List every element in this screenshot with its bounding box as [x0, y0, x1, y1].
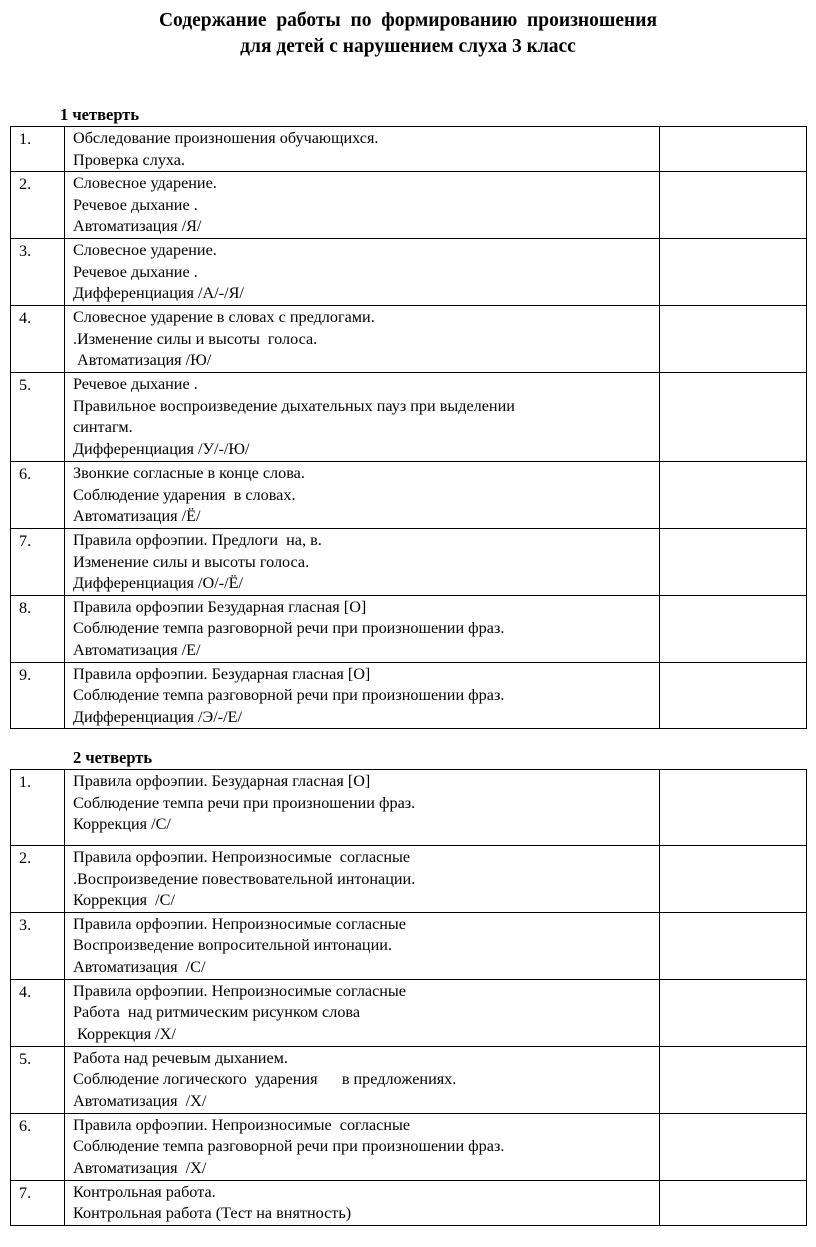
topic-line: Словесное ударение в словах с предлогами. — [73, 308, 375, 327]
table-row — [11, 912, 807, 979]
topic-line: Звонкие согласные в конце слова. — [73, 463, 305, 482]
row-number: 6. — [11, 1113, 65, 1180]
row-number: 2. — [11, 172, 65, 239]
empty-cell — [660, 172, 807, 239]
empty-cell — [660, 127, 807, 172]
empty-cell — [660, 595, 807, 662]
table-row — [11, 662, 807, 729]
empty-cell — [660, 461, 807, 528]
empty-cell — [660, 1113, 807, 1180]
topic-line: Соблюдение темпа разговорной речи при произношении фраз. — [73, 686, 505, 705]
lesson-topic-cell — [65, 846, 660, 913]
empty-cell — [660, 770, 807, 846]
topic-line: Коррекция /Х/ — [73, 1024, 176, 1043]
row-number: 6. — [11, 461, 65, 528]
row-number: 4. — [11, 979, 65, 1046]
row-number: 2. — [11, 846, 65, 913]
topic-line: Контрольная работа. — [73, 1182, 216, 1201]
topic-line: Изменение силы и высоты голоса. — [73, 552, 310, 571]
topic-line: Правила орфоэпии. Непроизносимые согласные — [73, 914, 406, 933]
lesson-topic-cell — [65, 172, 660, 239]
table-row — [11, 306, 807, 373]
row-number: 8. — [11, 595, 65, 662]
table-row — [11, 172, 807, 239]
row-number: 9. — [11, 662, 65, 729]
topic-line: Правила орфоэпии. Непроизносимые согласные — [73, 981, 406, 1000]
topic-line: Автоматизация /Е/ — [73, 640, 201, 659]
empty-cell — [660, 662, 807, 729]
topic-line: Работа над речевым дыханием. — [73, 1048, 288, 1067]
row-number: 3. — [11, 239, 65, 306]
title-line-2: для детей с нарушением слуха 3 класс — [240, 36, 576, 57]
topic-line: Контрольная работа (Тест на внятность) — [73, 1204, 352, 1223]
lesson-topic-cell — [65, 1113, 660, 1180]
topic-line: Коррекция /С/ — [73, 891, 175, 910]
table-row — [11, 846, 807, 913]
topic-line: Правила орфоэпии. Безударная гласная [О] — [73, 772, 371, 790]
topic-line: Работа над ритмическим рисунком слова — [73, 1003, 361, 1022]
topic-line: Обследование произношения обучающихся. — [73, 129, 379, 147]
topic-line: .Воспроизведение повествовательной интонации. — [73, 869, 416, 888]
lesson-topic-cell — [65, 979, 660, 1046]
topic-line: Автоматизация /Ю/ — [73, 351, 212, 370]
row-number: 1. — [11, 770, 65, 846]
table-row — [11, 1180, 807, 1225]
topic-line: Автоматизация /Я/ — [73, 217, 202, 236]
topic-line: Коррекция /С/ — [73, 815, 171, 834]
lesson-topic-cell — [65, 595, 660, 662]
table-row — [11, 770, 807, 846]
row-number: 3. — [11, 912, 65, 979]
topic-line: Правила орфоэпии. Непроизносимые согласные — [73, 848, 411, 866]
empty-cell — [660, 912, 807, 979]
quarter-2-heading: 2 четверть — [73, 748, 153, 767]
lesson-topic-cell — [65, 1180, 660, 1225]
topic-line: Правила орфоэпии. Предлоги на, в. — [73, 530, 322, 549]
quarter-2-table — [10, 769, 807, 1226]
table-row — [11, 461, 807, 528]
topic-line: Речевое дыхание . — [73, 195, 198, 214]
table-row — [11, 1046, 807, 1113]
topic-line: Проверка слуха. — [73, 150, 186, 169]
topic-line: Дифференциация /Э/-/Е/ — [73, 707, 242, 726]
topic-line: Соблюдение темпа разговорной речи при произношении фраз. — [73, 1137, 505, 1156]
lesson-topic-cell — [65, 1046, 660, 1113]
topic-line: Правильное воспроизведение дыхательных пауз при выделении — [73, 396, 515, 415]
topic-line: Автоматизация /Ё/ — [73, 507, 201, 526]
table-row — [11, 1113, 807, 1180]
document-title — [0, 8, 816, 60]
topic-line: Дифференциация /О/-/Ё/ — [73, 574, 244, 593]
empty-cell — [660, 1046, 807, 1113]
table-row — [11, 372, 807, 461]
row-number: 7. — [11, 528, 65, 595]
topic-line: Воспроизведение вопросительной интонации. — [73, 936, 392, 955]
topic-line: Автоматизация /Х/ — [73, 1158, 207, 1177]
topic-line: Дифференциация /А/-/Я/ — [73, 284, 244, 303]
quarter-1-table — [10, 126, 807, 729]
title-line-1: Содержание работы по формированию произношения — [158, 10, 658, 31]
table-row — [11, 595, 807, 662]
lesson-topic-cell — [65, 239, 660, 306]
lesson-topic-cell — [65, 528, 660, 595]
row-number: 4. — [11, 306, 65, 373]
topic-line: Правила орфоэпии Безударная гласная [О] — [73, 597, 367, 616]
lesson-topic-cell — [65, 461, 660, 528]
topic-line: Соблюдение логического ударения в предложениях. — [73, 1070, 457, 1089]
topic-line: Речевое дыхание . — [73, 374, 198, 393]
row-number: 1. — [11, 127, 65, 172]
topic-line: Словесное ударение. — [73, 174, 217, 193]
topic-line: Правила орфоэпии. Непроизносимые согласные — [73, 1115, 411, 1134]
row-number: 5. — [11, 1046, 65, 1113]
table-row — [11, 239, 807, 306]
row-number: 7. — [11, 1180, 65, 1225]
empty-cell — [660, 306, 807, 373]
empty-cell — [660, 239, 807, 306]
lesson-topic-cell — [65, 306, 660, 373]
topic-line: Соблюдение темпа разговорной речи при произношении фраз. — [73, 619, 505, 638]
row-number: 5. — [11, 372, 65, 461]
table-row — [11, 528, 807, 595]
empty-cell — [660, 1180, 807, 1225]
table-row — [11, 127, 807, 172]
topic-line: Автоматизация /С/ — [73, 957, 206, 976]
topic-line: Дифференциация /У/-/Ю/ — [73, 439, 250, 458]
topic-line: Словесное ударение. — [73, 241, 217, 260]
topic-line: .Изменение силы и высоты голоса. — [73, 329, 318, 348]
topic-line: синтагм. — [73, 418, 133, 437]
empty-cell — [660, 372, 807, 461]
topic-line: Соблюдение ударения в словах. — [73, 485, 296, 504]
lesson-topic-cell — [65, 127, 660, 172]
topic-line: Речевое дыхание . — [73, 262, 198, 281]
topic-line: Автоматизация /Х/ — [73, 1091, 207, 1110]
quarter-1-heading: 1 четверть — [60, 105, 140, 124]
empty-cell — [660, 528, 807, 595]
table-row — [11, 979, 807, 1046]
empty-cell — [660, 846, 807, 913]
lesson-topic-cell — [65, 770, 660, 846]
topic-line: Правила орфоэпии. Безударная гласная [О] — [73, 664, 371, 683]
empty-cell — [660, 979, 807, 1046]
topic-line: Соблюдение темпа речи при произношении фраз. — [73, 793, 416, 812]
lesson-topic-cell — [65, 372, 660, 461]
lesson-topic-cell — [65, 662, 660, 729]
lesson-topic-cell — [65, 912, 660, 979]
